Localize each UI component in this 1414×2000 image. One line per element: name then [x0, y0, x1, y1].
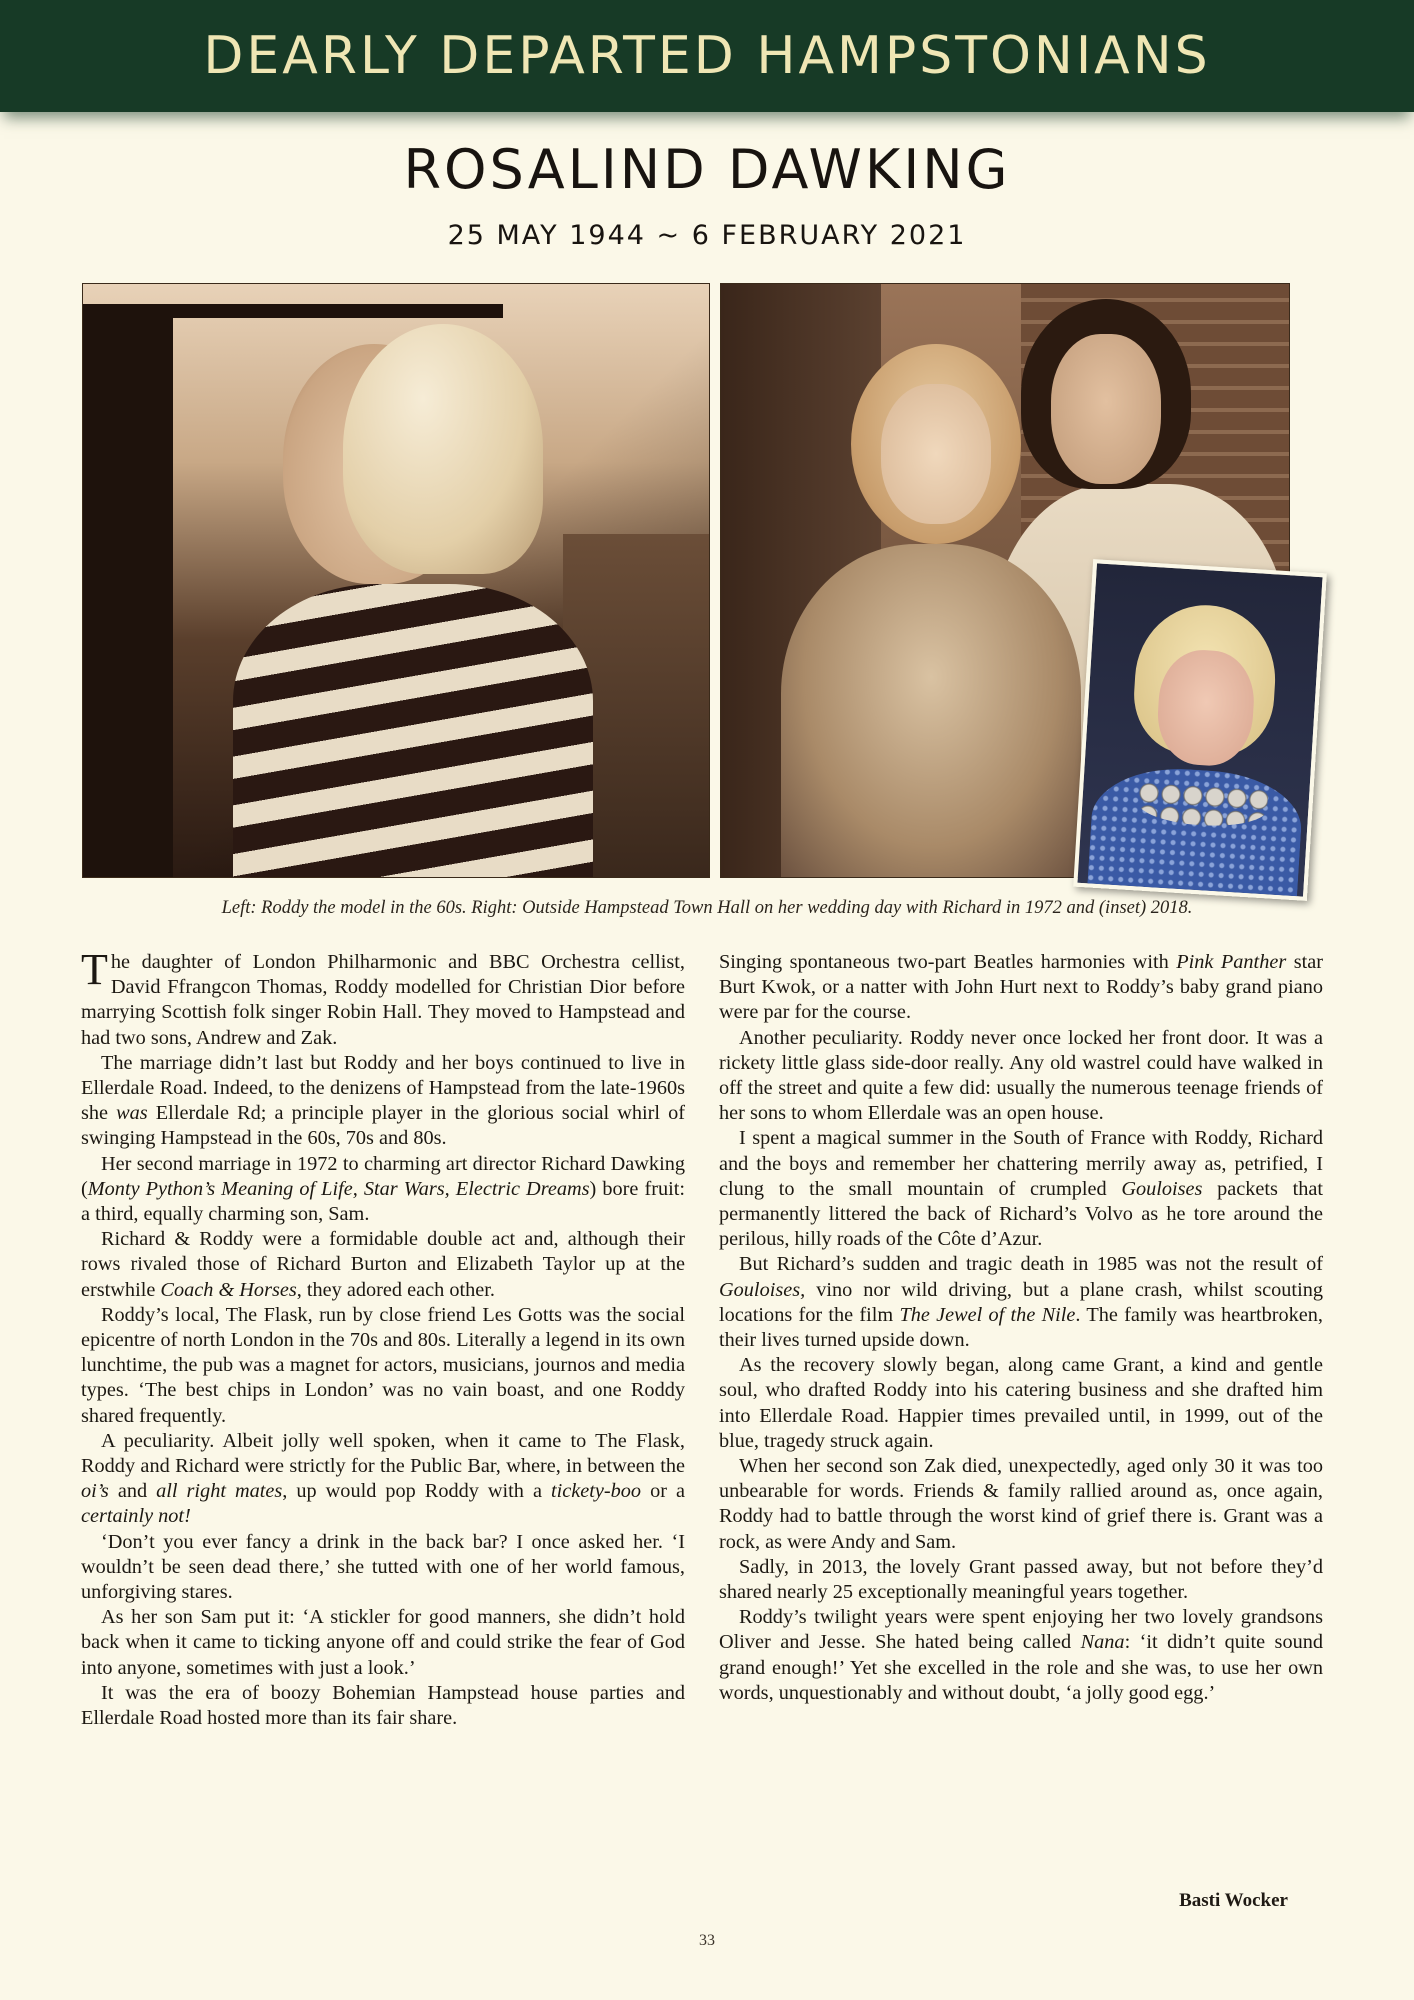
photo-caption: Left: Roddy the model in the 60s. Right: Outside Hampstead Town Hall on her wedding day with Richard in 1972 and (inset) 2018.	[221, 898, 1193, 918]
paragraph: The marriage didn’t last but Roddy and her boys continued to live in Ellerdale Road. Indeed, to the denizens of Hampstead from the late-1960s she was Ellerdale Rd; a principle player in the glorious social whirl of swinging Hampstead in the 60s, 70s and 80s.	[81, 1051, 686, 1150]
section-banner	[0, 0, 1414, 112]
author-byline: Basti Wocker	[1179, 1890, 1288, 1911]
paragraph: Her second marriage in 1972 to charming art director Richard Dawking (Monty Python’s Meaning of Life, Star Wars, Electric Dreams) bore fruit: a third, equally charming son, Sam.	[81, 1152, 685, 1226]
photo-groom-face	[1051, 334, 1161, 484]
article-title: ROSALIND DAWKING	[403, 138, 1011, 201]
paragraph: ‘Don’t you ever fancy a drink in the back bar? I once asked her. ‘I wouldn’t be seen dead there,’ she tutted with one of her world famous, unforgiving stares.	[81, 1530, 685, 1604]
paragraph: Roddy’s local, The Flask, run by close friend Les Gotts was the social epicentre of north London in the 70s and 80s. Literally a legend in its own lunchtime, the pub was a magnet for actors, musicians, journos and media types. ‘The best chips in London’ was no vain boast, and one Roddy shared frequently.	[81, 1303, 685, 1427]
photo-blonde-hair	[343, 324, 543, 574]
paragraph: Roddy’s twilight years were spent enjoying her two lovely grandsons Oliver and Jesse. She hated being called Nana: ‘it didn’t quite sound grand enough!’ Yet she excelled in the role and she was, to use her own words, unquestionably and without doubt, ‘a jolly good egg.’	[719, 1606, 1324, 1704]
paragraph: As her son Sam put it: ‘A stickler for good manners, she didn’t hold back when it came to ticking anyone off and could strike the fear of God into anyone, sometimes with just a look.’	[81, 1606, 685, 1679]
photo-inset-dress	[1087, 764, 1304, 897]
photo-portrait-2018	[1073, 559, 1327, 901]
photo-window-frame	[83, 304, 503, 318]
paragraph: It was the era of boozy Bohemian Hampstead house parties and Ellerdale Road hosted more than its fair share.	[81, 1681, 685, 1730]
photo-fur-coat	[781, 544, 1081, 877]
paragraph: Another peculiarity. Roddy never once locked her front door. It was a rickety little glass side-door really. Any old wastrel could have walked in off the street and quite a few did: usually the numerous teenage friends of her sons to whom Ellerdale was an open house.	[719, 1026, 1323, 1125]
photo-bride-face	[881, 384, 991, 524]
article-column-right	[719, 950, 1323, 1706]
paragraph: But Richard’s sudden and tragic death in 1985 was not the result of Gouloises, vino nor wild driving, but a plane crash, whilst scouting locations for the film The Jewel of the Nile. The family was heartbroken, their lives turned upside down.	[719, 1253, 1323, 1352]
page-number: 33	[699, 1932, 715, 1949]
section-title: DEARLY DEPARTED HAMPSTONIANS	[203, 26, 1211, 86]
paragraph: Sadly, in 2013, the lovely Grant passed away, but not before they’d shared nearly 25 exceptionally meaningful years together.	[719, 1555, 1323, 1604]
paragraph: As the recovery slowly began, along came Grant, a kind and gentle soul, who drafted Roddy into his catering business and she drafted him into Ellerdale Road. Happier times prevailed until, in 1999, out of the blue, tragedy struck again.	[719, 1354, 1323, 1452]
photo-car-window	[83, 304, 173, 877]
paragraph: I spent a magical summer in the South of France with Roddy, Richard and the boys and remember her chattering merrily away as, petrified, I clung to the small mountain of crumpled Gouloises packets that permanently littered the back of Richard’s Volvo as he tore around the perilous, hilly roads of the Côte d’Azur.	[719, 1127, 1323, 1251]
paragraph: When her second son Zak died, unexpectedly, aged only 30 it was too unbearable for words. Friends & family rallied around as, once again, Roddy had to battle through the worst kind of grief there is. Grant was a rock, as were Andy and Sam.	[719, 1455, 1323, 1553]
drop-cap: T	[81, 945, 108, 994]
paragraph: Singing spontaneous two-part Beatles harmonies with Pink Panther star Burt Kwok, or a natter with John Hurt next to Roddy’s baby grand piano were par for the course.	[719, 951, 1324, 1024]
paragraph: Richard & Roddy were a formidable double act and, although their rows rivaled those of Richard Burton and Elizabeth Taylor up at the erstwhile Coach & Horses, they adored each other.	[81, 1228, 685, 1301]
photo-striped-sweater	[233, 584, 593, 877]
article-column-left	[81, 945, 686, 1731]
photo-model-60s	[82, 283, 710, 878]
article-dates: 25 MAY 1944 ~ 6 FEBRUARY 2021	[447, 220, 967, 251]
paragraph: A peculiarity. Albeit jolly well spoken, when it came to The Flask, Roddy and Richard were strictly for the Public Bar, where, in between the oi’s and all right mates, up would pop Roddy with a tickety-boo or a certainly not!	[81, 1429, 685, 1528]
paragraph: The daughter of London Philharmonic and BBC Orchestra cellist, David Ffrangcon Thomas, Roddy modelled for Christian Dior before marrying Scottish folk singer Robin Hall. They moved to Hampstead and had two sons, Andrew and Zak.	[81, 945, 685, 1049]
